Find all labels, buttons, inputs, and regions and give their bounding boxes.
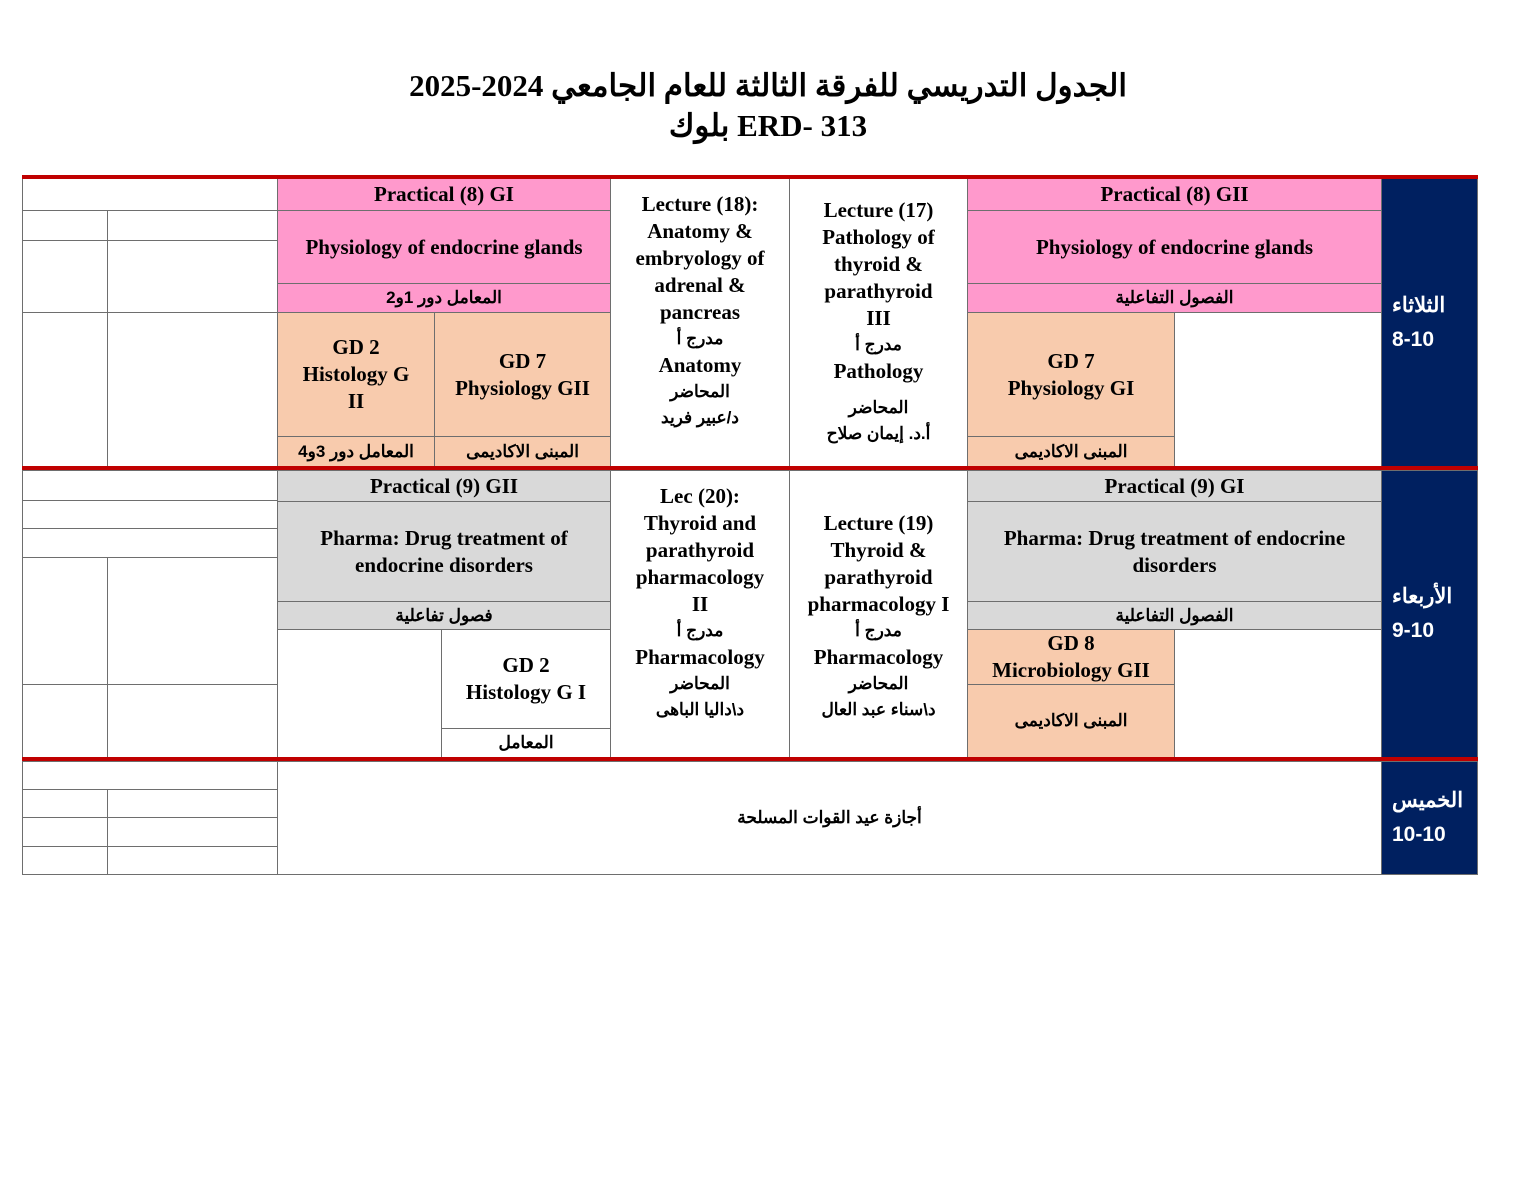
group-discussion: GD 8 Microbiology GII — [967, 629, 1175, 685]
lecture-title: Lecture (18): Anatomy & embryology of adrenal & pancreas — [635, 192, 765, 324]
gd-location: المبنى الاكاديمى — [967, 436, 1175, 467]
lecture-cell — [610, 178, 790, 467]
lecturer-label: المحاضر — [670, 674, 730, 693]
empty-cell — [22, 528, 278, 558]
empty-cell — [22, 789, 108, 818]
empty-cell — [22, 684, 108, 758]
empty-cell — [22, 500, 278, 529]
practical-header: Practical (9) GII — [277, 470, 611, 502]
row-divider — [22, 466, 1478, 470]
empty-cell — [22, 817, 108, 847]
empty-cell — [107, 210, 278, 241]
lecture-cell — [789, 470, 968, 758]
empty-cell — [107, 312, 278, 467]
lecture-department: Pharmacology — [635, 645, 765, 669]
empty-cell — [107, 789, 278, 818]
lecturer-name: د\سناء عبد العال — [821, 700, 936, 719]
holiday-notice: أجازة عيد القوات المسلحة — [277, 761, 1382, 875]
lecture-cell — [789, 178, 968, 467]
empty-cell — [107, 684, 278, 758]
empty-cell — [22, 240, 108, 313]
lecture-cell — [610, 470, 790, 758]
lecturer-name: أ.د. إيمان صلاح — [826, 424, 931, 443]
block-code-text: ERD- 313 بلوك — [668, 108, 868, 143]
gd-location: المعامل دور 3و4 — [277, 436, 435, 467]
lecture-hall: مدرج أ — [855, 335, 902, 354]
empty-cell — [107, 846, 278, 875]
lecture-title: Lecture (19) Thyroid & parathyroid pharmacology I — [807, 511, 950, 616]
empty-cell — [277, 629, 442, 758]
practical-location: المعامل دور 1و2 — [277, 283, 611, 313]
lecturer-label: المحاضر — [848, 674, 909, 693]
practical-location: الفصول التفاعلية — [967, 283, 1382, 313]
empty-cell — [1174, 629, 1382, 758]
practical-header: Practical (8) GII — [967, 178, 1382, 211]
lecture-title: Lecture (17) Pathology of thyroid & parathyroid III — [822, 198, 935, 330]
lecture-hall: مدرج أ — [676, 329, 724, 348]
empty-cell — [1174, 312, 1382, 467]
practical-topic: Physiology of endocrine glands — [277, 210, 611, 284]
empty-cell — [22, 557, 108, 685]
row-divider — [22, 757, 1478, 761]
empty-cell — [107, 557, 278, 685]
group-discussion: GD 7 Physiology GII — [434, 312, 611, 437]
group-discussion: GD 7 Physiology GI — [967, 312, 1175, 437]
practical-topic: Pharma: Drug treatment of endocrine disorders — [277, 501, 611, 602]
lecture-hall: مدرج أ — [676, 621, 724, 640]
group-discussion: GD 2 Histology G II — [277, 312, 435, 437]
empty-cell — [22, 470, 278, 501]
empty-cell — [107, 817, 278, 847]
practical-header: Practical (9) GI — [967, 470, 1382, 502]
lecture-department: Pharmacology — [813, 645, 944, 669]
gd-location: المبنى الاكاديمى — [967, 684, 1175, 758]
schedule-title: الجدول التدريسي للفرقة الثالثة للعام الجامعي 2024-2025 — [409, 68, 1127, 103]
practical-location: فصول تفاعلية — [277, 601, 611, 630]
row-divider — [22, 175, 1478, 179]
gd-location: المعامل — [441, 728, 611, 758]
empty-cell — [22, 846, 108, 875]
lecturer-label: المحاضر — [670, 382, 730, 401]
empty-cell — [22, 178, 278, 211]
empty-cell — [22, 761, 278, 790]
lecturer-name: د\داليا الباهى — [655, 700, 745, 719]
lecture-hall: مدرج أ — [855, 621, 902, 640]
empty-cell — [22, 210, 108, 241]
practical-topic: Physiology of endocrine glands — [967, 210, 1382, 284]
empty-cell — [107, 240, 278, 313]
day-thursday: الخميس 10-10 — [1381, 761, 1478, 875]
lecture-department: Pathology — [833, 359, 924, 383]
group-discussion: GD 2 Histology G I — [441, 629, 611, 729]
gd-location: المبنى الاكاديمى — [434, 436, 611, 467]
empty-cell — [22, 312, 108, 467]
day-tuesday: الثلاثاء 8-10 — [1381, 178, 1478, 467]
lecture-department: Anatomy — [658, 353, 742, 377]
lecture-title: Lec (20): Thyroid and parathyroid pharmacology II — [635, 484, 765, 616]
block-code — [0, 108, 1536, 144]
practical-topic: Pharma: Drug treatment of endocrine disorders — [967, 501, 1382, 602]
practical-location: الفصول التفاعلية — [967, 601, 1382, 630]
lecturer-label: المحاضر — [848, 398, 909, 417]
practical-header: Practical (8) GI — [277, 178, 611, 211]
day-wednesday: الأربعاء 9-10 — [1381, 470, 1478, 758]
lecturer-name: د/عبير فريد — [661, 408, 739, 427]
